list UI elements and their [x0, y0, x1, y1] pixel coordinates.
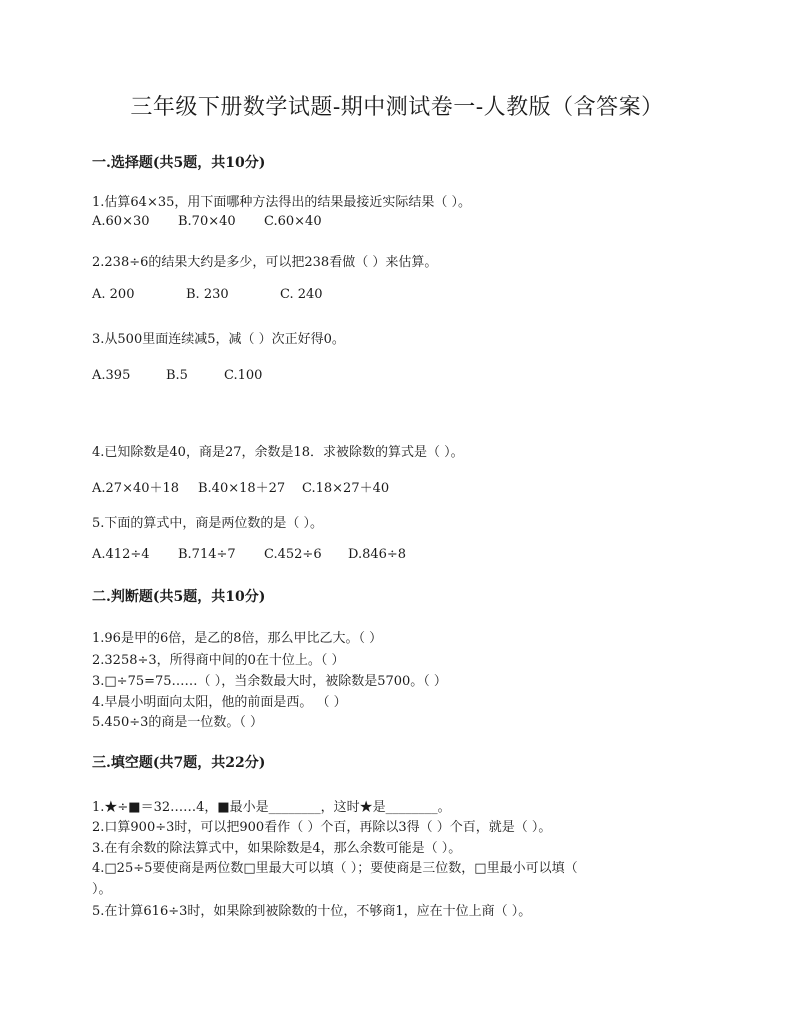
option-a: A.60×30 — [92, 214, 150, 229]
judgement-item: 1.96是甲的6倍，是乙的8倍，那么甲比乙大。（ ） — [92, 631, 383, 646]
question-1: 1.估算64×35，用下面哪种方法得出的结果最接近实际结果（ ）。 — [92, 195, 472, 210]
question-5: 5.下面的算式中，商是两位数的是（ ）。 — [92, 516, 324, 531]
option-c: C. 240 — [280, 287, 323, 302]
option-c: C.452÷6 — [264, 547, 322, 562]
option-b: B. 230 — [186, 287, 229, 302]
question-3: 3.从500里面连续减5，减（ ）次正好得0。 — [92, 332, 345, 347]
option-b: B.40×18＋27 — [198, 481, 286, 496]
question-1-options — [92, 214, 322, 229]
question-2: 2.238÷6的结果大约是多少，可以把238看做（ ）来估算。 — [92, 255, 438, 270]
judgement-item: 2.3258÷3，所得商中间的0在十位上。（ ） — [92, 653, 345, 668]
fill-blank-item: 1.★÷■＝32……4，■最小是________，这时★是________。 — [92, 800, 451, 815]
judgement-item: 3.□÷75=75……（ ），当余数最大时，被除数是5700。（ ） — [92, 674, 447, 689]
question-3-options — [92, 368, 262, 383]
option-c: C.60×40 — [264, 214, 322, 229]
option-b: B.5 — [166, 368, 188, 383]
option-b: B.714÷7 — [178, 547, 236, 562]
fill-blank-item: 3.在有余数的除法算式中，如果除数是4，那么余数可能是（ ）。 — [92, 841, 462, 856]
question-5-options — [92, 547, 406, 562]
fill-blank-item-continued: ）。 — [92, 882, 112, 897]
option-b: B.70×40 — [178, 214, 236, 229]
page-title: 三年级下册数学试题-期中测试卷一-人教版（含答案） — [130, 95, 664, 120]
option-d: D.846÷8 — [348, 547, 407, 562]
option-c: C.18×27＋40 — [302, 481, 390, 496]
option-a: A. 200 — [92, 287, 135, 302]
judgement-item: 4.早晨小明面向太阳，他的前面是西。 （ ） — [92, 695, 347, 710]
judgement-item: 5.450÷3的商是一位数。（ ） — [92, 715, 264, 730]
option-a: A.412÷4 — [92, 547, 150, 562]
fill-blank-item: 4.□25÷5要使商是两位数□里最大可以填（ ）；要使商是三位数，□里最小可以填（ — [92, 861, 578, 876]
question-4: 4.已知除数是40，商是27，余数是18．求被除数的算式是（ ）。 — [92, 445, 464, 460]
question-2-options — [92, 287, 323, 302]
option-c: C.100 — [224, 368, 263, 383]
option-a: A.27×40＋18 — [92, 481, 180, 496]
fill-blank-item: 2.口算900÷3时，可以把900看作（ ）个百，再除以3得（ ）个百，就是（ ）。 — [92, 820, 552, 835]
fill-blank-item: 5.在计算616÷3时，如果除到被除数的十位，不够商1，应在十位上商（ ）。 — [92, 904, 532, 919]
section-heading-choice: 一.选择题(共5题，共10分) — [92, 155, 266, 171]
section-heading-judgement: 二.判断题(共5题，共10分) — [92, 589, 266, 605]
question-4-options — [92, 477, 389, 496]
section-heading-fill-blank: 三.填空题(共7题，共22分) — [92, 755, 266, 771]
option-a: A.395 — [92, 368, 131, 383]
